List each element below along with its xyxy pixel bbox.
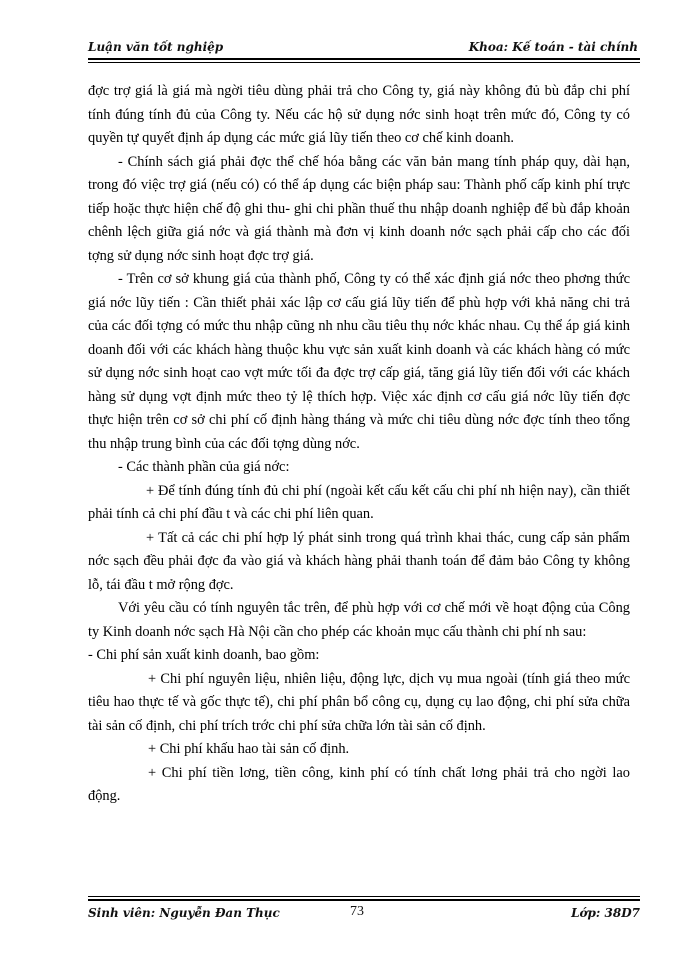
paragraph-wages: + Chi phí tiền lơng, tiền công, kinh phí có tính chất lơng phải trả cho ngời lao động. <box>88 764 630 804</box>
paragraph-principle: Với yêu cầu có tính nguyên tắc trên, để phù hợp với cơ chế mới về hoạt động của Công ty Kinh doanh nớc sạch Hà Nội cần cho phép các khoản mục cấu thành chi phí nh sau: <box>88 600 630 640</box>
footer-rule-thin <box>88 896 640 897</box>
footer-rule-thick <box>88 899 640 901</box>
paragraph-depreciation: + Chi phí khấu hao tài sản cố định. <box>148 741 350 757</box>
header-thesis-label: Luận văn tốt nghiệp <box>88 40 224 54</box>
paragraph-all-costs: + Tất cả các chi phí hợp lý phát sinh trong quá trình khai thác, cung cấp sản phẩm nớc sạch đều phải đợc đa vào giá và khách hàng phải thanh toán để đảm bảo Công ty không lỗ, tái đầu t mở rộng đợc. <box>88 529 630 593</box>
footer-class-label: Lớp: 38D7 <box>571 906 640 920</box>
paragraph-price-policy: - Chính sách giá phải đợc thể chế hóa bằng các văn bản mang tính pháp quy, dài hạn, trong đó việc trợ giá (nếu có) có thể áp dụng các biện pháp sau: Thành phố cấp kinh phí trực tiếp hoặc thực hiện chế độ ghi thu- ghi chi phần thuế thu nhập doanh nghiệp để bù đắp khoản chênh lệch giữa giá nớc và giá thành mà đơn vị kinh doanh nớc sạch phải cấp cho các đối tợng sử dụng nớc sinh hoạt đợc trợ giá. <box>88 153 630 264</box>
header-rule-thin <box>88 62 640 63</box>
header-faculty-label: Khoa: Kế toán - tài chính <box>468 40 638 54</box>
page-header <box>88 40 638 56</box>
paragraph-material-costs: + Chi phí nguyên liệu, nhiên liệu, động lực, dịch vụ mua ngoài (tính giá theo mức tiêu hao thực tế và gốc thực tế), chi phí phân bổ công cụ, dụng cụ lao động, chi phí sửa chữa tài sản cố định, chi phí trích trớc chi phí sửa chữa lớn tài sản cố định. <box>88 670 630 734</box>
paragraph-progressive-price: - Trên cơ sở khung giá của thành phố, Công ty có thể xác định giá nớc theo phơng thức giá nớc lũy tiến : Cần thiết phải xác lập cơ cấu giá lũy tiến để phù hợp với khả năng chi trả của các đối tợng có mức thu nhập cũng nh nhu cầu tiêu thụ nớc khác nhau. Cụ thể áp giá kinh doanh đối với các khách hàng thuộc khu vực sản xuất kinh doanh và các khách hàng có mức sử dụng nớc sinh hoạt cao vợt mức tối đa đợc trợ cấp giá, tăng giá lũy tiến đối với các khách hàng sử dụng vợt định mức theo tỷ lệ thích hợp. Việc xác định cơ cấu giá nớc lũy tiến đợc thực hiện trên cơ sở chi phí cố định hàng tháng và mức chi tiêu dùng nớc đợc tính theo tổng thu nhập trung bình của các đối tợng dùng nớc. <box>88 271 630 452</box>
footer-student-name: Sinh viên: Nguyễn Đan Thục <box>88 906 280 920</box>
paragraph-price-components: - Các thành phần của giá nớc: <box>118 459 290 475</box>
paragraph-subsidized-price: đợc trợ giá là giá mà ngời tiêu dùng phải trả cho Công ty, giá này không đủ bù đắp chi phí tính đúng tính đủ của Công ty. Nếu các hộ sử dụng nớc sinh hoạt trên mức đó, Công ty có quyền tự quyết định áp dụng các mức giá lũy tiến theo cơ chế kinh doanh. <box>88 83 630 146</box>
header-rule-thick <box>88 58 640 60</box>
paragraph-full-cost: + Để tính đúng tính đủ chi phí (ngoài kết cấu kết cấu chi phí nh hiện nay), cần thiết phải tính cả chi phí đầu t và các chi phí liên quan. <box>88 482 630 522</box>
page-footer <box>88 904 640 922</box>
paragraph-production-costs: - Chi phí sản xuất kinh doanh, bao gồm: <box>88 647 320 663</box>
page-number: 73 <box>350 904 364 919</box>
document-body <box>88 80 630 809</box>
